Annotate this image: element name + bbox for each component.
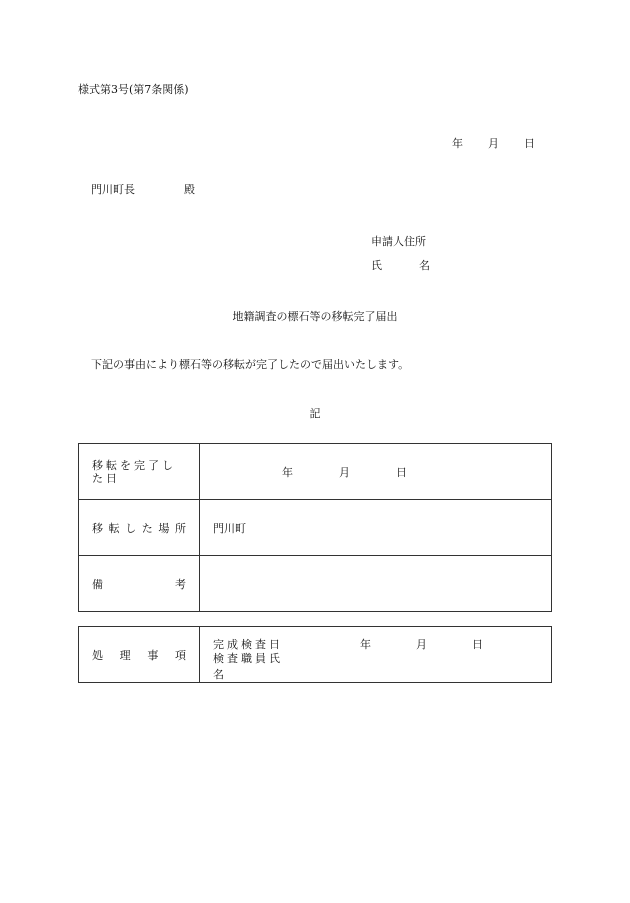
processing-label-cell	[79, 627, 200, 683]
completion-date-cell[interactable]	[200, 444, 552, 500]
table-row	[79, 627, 552, 683]
label-char: 所	[174, 521, 186, 535]
applicant-name-label-2: 名	[419, 259, 430, 272]
label-char: 備	[92, 577, 103, 591]
inspection-month-label: 月	[416, 637, 427, 651]
completion-date-label: 移転を完了した日	[92, 458, 176, 485]
form-number: 様式第3号(第7条関係)	[78, 83, 189, 96]
details-table	[78, 443, 552, 612]
label-char: し	[125, 521, 137, 535]
label-char: 項	[174, 648, 186, 662]
inspection-date-label: 完成検査日	[213, 637, 283, 651]
remarks-value[interactable]	[200, 556, 552, 612]
processing-details-cell	[200, 627, 552, 683]
body-text: 下記の事由により標石等の移転が完了したので届出いたします。	[91, 358, 410, 371]
addressee: 門川町長	[91, 183, 135, 196]
date-year-label: 年	[452, 137, 463, 150]
processing-label	[92, 647, 186, 663]
table-row	[79, 500, 552, 556]
relocation-place-value[interactable]: 門川町	[200, 500, 552, 556]
inspector-name-label: 検査職員氏名	[213, 651, 283, 681]
date-day-label: 日	[524, 137, 535, 150]
label-char: 移	[92, 521, 103, 535]
table-row	[79, 444, 552, 500]
completion-day-label: 日	[396, 465, 407, 479]
inspection-day-label: 日	[472, 637, 483, 651]
label-char: 理	[119, 648, 131, 662]
remarks-label-cell	[79, 556, 200, 612]
label-char: 事	[147, 648, 159, 662]
completion-date-label-cell	[79, 444, 200, 500]
label-char: た	[141, 521, 153, 535]
remarks-label	[92, 576, 186, 592]
date-month-label: 月	[488, 137, 499, 150]
relocation-place-label-cell	[79, 500, 200, 556]
inspection-year-label: 年	[360, 637, 371, 651]
processing-table	[78, 626, 552, 683]
ki-heading: 記	[309, 407, 321, 420]
inspector-row	[213, 651, 551, 681]
label-char: 転	[108, 521, 120, 535]
completion-month-label: 月	[339, 465, 350, 479]
applicant-address-label: 申請人住所	[371, 235, 426, 248]
completion-year-label: 年	[282, 465, 293, 479]
label-char: 処	[92, 648, 103, 662]
applicant-name-label-1: 氏	[371, 259, 382, 272]
label-char: 場	[158, 521, 170, 535]
honorific: 殿	[184, 183, 195, 196]
document-title: 地籍調査の標石等の移転完了届出	[232, 310, 398, 323]
table-row	[79, 556, 552, 612]
label-char: 考	[175, 577, 186, 591]
relocation-place-label	[92, 520, 186, 536]
